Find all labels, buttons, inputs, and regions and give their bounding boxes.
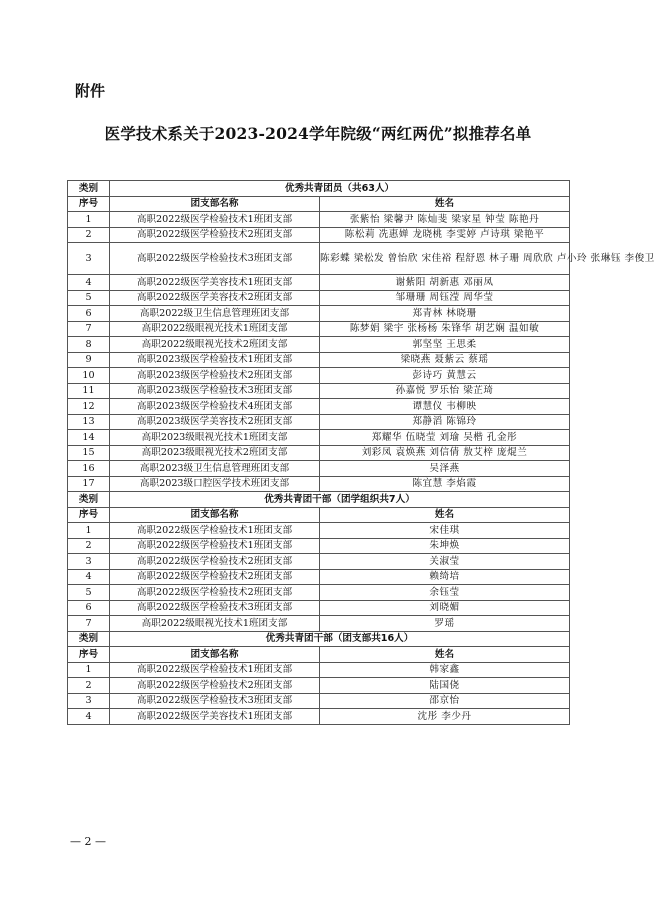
row-branch: 高职2023级医学检验技术2班团支部 (110, 368, 320, 384)
row-names: 余钰莹 (320, 585, 570, 601)
attachment-label: 附件 (75, 82, 106, 100)
table-row (68, 476, 570, 492)
row-branch: 高职2023级医学美容技术2班团支部 (110, 414, 320, 430)
row-names: 刘彩凤 袁焕燕 刘信倩 敖艾梓 庞焜兰 (320, 445, 570, 461)
row-seq: 12 (68, 399, 110, 415)
table-row (68, 678, 570, 694)
category-row (68, 492, 570, 508)
table-row (68, 212, 570, 228)
row-seq: 5 (68, 290, 110, 306)
table-row (68, 227, 570, 243)
table-row (68, 430, 570, 446)
category-label: 类别 (68, 181, 110, 197)
row-seq: 3 (68, 693, 110, 709)
row-branch: 高职2022级卫生信息管理班团支部 (110, 306, 320, 322)
table-row (68, 243, 570, 275)
row-branch: 高职2022级医学美容技术1班团支部 (110, 709, 320, 725)
table-row (68, 600, 570, 616)
table-row (68, 693, 570, 709)
table-row (68, 569, 570, 585)
row-seq: 1 (68, 523, 110, 539)
table-row (68, 523, 570, 539)
table-row (68, 399, 570, 415)
row-seq: 16 (68, 461, 110, 477)
row-names: 刘晓媚 (320, 600, 570, 616)
row-seq: 2 (68, 538, 110, 554)
row-names: 郑耀华 伍晓莹 刘瑜 吴楷 孔金彤 (320, 430, 570, 446)
page-number: — 2 — (70, 835, 106, 848)
row-seq: 8 (68, 337, 110, 353)
row-names: 郭坚坚 王思柔 (320, 337, 570, 353)
row-branch: 高职2023级眼视光技术1班团支部 (110, 430, 320, 446)
table-row (68, 616, 570, 632)
row-names: 罗瑶 (320, 616, 570, 632)
column-header-seq: 序号 (68, 647, 110, 663)
table-row (68, 275, 570, 291)
category-name: 优秀共青团干部（团学组织共7人） (110, 492, 570, 508)
row-seq: 4 (68, 709, 110, 725)
table-row (68, 290, 570, 306)
row-branch: 高职2022级医学检验技术2班团支部 (110, 554, 320, 570)
row-seq: 6 (68, 600, 110, 616)
document-title: 医学技术系关于2023-2024学年院级“两红两优”拟推荐名单 (104, 124, 532, 143)
row-names: 沈彤 李少丹 (320, 709, 570, 725)
table-row (68, 414, 570, 430)
row-branch: 高职2022级医学检验技术3班团支部 (110, 693, 320, 709)
category-label: 类别 (68, 492, 110, 508)
column-header-branch: 团支部名称 (110, 647, 320, 663)
table-row (68, 306, 570, 322)
table-row (68, 445, 570, 461)
table-row (68, 383, 570, 399)
column-header-seq: 序号 (68, 507, 110, 523)
column-header-branch: 团支部名称 (110, 196, 320, 212)
row-seq: 9 (68, 352, 110, 368)
row-names: 邵京怡 (320, 693, 570, 709)
row-names: 梁晓燕 聂紫云 蔡瑶 (320, 352, 570, 368)
table-row (68, 461, 570, 477)
table-row (68, 709, 570, 725)
row-branch: 高职2022级眼视光技术1班团支部 (110, 616, 320, 632)
row-branch: 高职2022级医学检验技术1班团支部 (110, 538, 320, 554)
row-seq: 1 (68, 662, 110, 678)
row-seq: 14 (68, 430, 110, 446)
column-header-names: 姓名 (320, 647, 570, 663)
row-seq: 3 (68, 243, 110, 275)
table-row (68, 368, 570, 384)
row-branch: 高职2022级医学检验技术1班团支部 (110, 662, 320, 678)
row-branch: 高职2022级眼视光技术2班团支部 (110, 337, 320, 353)
category-row (68, 181, 570, 197)
nomination-table (67, 180, 655, 725)
row-branch: 高职2023级眼视光技术2班团支部 (110, 445, 320, 461)
row-branch: 高职2022级医学检验技术3班团支部 (110, 243, 320, 275)
row-names: 陈松莉 冼惠婵 龙晓桃 李雯婷 卢诗琪 梁艳平 (320, 227, 570, 243)
row-seq: 4 (68, 569, 110, 585)
row-seq: 5 (68, 585, 110, 601)
column-header-row (68, 647, 570, 663)
row-names: 韩家鑫 (320, 662, 570, 678)
row-names: 谢紫阳 胡新惠 邓丽凤 (320, 275, 570, 291)
table-row (68, 321, 570, 337)
table-row (68, 585, 570, 601)
row-seq: 7 (68, 321, 110, 337)
row-branch: 高职2022级医学美容技术1班团支部 (110, 275, 320, 291)
row-branch: 高职2022级医学检验技术1班团支部 (110, 212, 320, 228)
row-names: 谭慧仪 韦柳映 (320, 399, 570, 415)
row-branch: 高职2022级医学检验技术2班团支部 (110, 585, 320, 601)
column-header-branch: 团支部名称 (110, 507, 320, 523)
table-row (68, 337, 570, 353)
row-names: 陈宜慧 李焰霞 (320, 476, 570, 492)
row-seq: 13 (68, 414, 110, 430)
column-header-names: 姓名 (320, 196, 570, 212)
row-seq: 2 (68, 678, 110, 694)
row-branch: 高职2022级医学美容技术2班团支部 (110, 290, 320, 306)
row-seq: 11 (68, 383, 110, 399)
row-seq: 15 (68, 445, 110, 461)
row-seq: 17 (68, 476, 110, 492)
row-seq: 6 (68, 306, 110, 322)
row-branch: 高职2022级医学检验技术2班团支部 (110, 678, 320, 694)
row-seq: 7 (68, 616, 110, 632)
category-name: 优秀共青团员（共63人） (110, 181, 570, 197)
row-names: 陈梦娟 梁宇 张杨杨 朱锋华 胡艺娴 温如敏 (320, 321, 570, 337)
row-names: 关淑莹 (320, 554, 570, 570)
row-seq: 4 (68, 275, 110, 291)
row-branch: 高职2022级医学检验技术3班团支部 (110, 600, 320, 616)
row-names: 陈彩蝶 梁松发 曾怡欣 宋佳裕 程舒恩 林子珊 周欣欣 卢小玲 张琳钰 李俊卫 (320, 243, 570, 275)
table-row (68, 538, 570, 554)
row-branch: 高职2022级医学检验技术2班团支部 (110, 569, 320, 585)
row-branch: 高职2023级口腔医学技术班团支部 (110, 476, 320, 492)
row-names: 朱坤焕 (320, 538, 570, 554)
row-seq: 1 (68, 212, 110, 228)
column-header-seq: 序号 (68, 196, 110, 212)
category-label: 类别 (68, 631, 110, 647)
row-names: 彭诗巧 黄慧云 (320, 368, 570, 384)
row-names: 宋佳琪 (320, 523, 570, 539)
row-names: 孙嘉悦 罗乐怡 梁芷琦 (320, 383, 570, 399)
table-row (68, 554, 570, 570)
row-branch: 高职2022级眼视光技术1班团支部 (110, 321, 320, 337)
row-seq: 10 (68, 368, 110, 384)
table-row (68, 662, 570, 678)
row-names: 郑青林 林晓珊 (320, 306, 570, 322)
row-names: 赖绮培 (320, 569, 570, 585)
row-branch: 高职2023级医学检验技术1班团支部 (110, 352, 320, 368)
category-row (68, 631, 570, 647)
row-seq: 2 (68, 227, 110, 243)
row-seq: 3 (68, 554, 110, 570)
table-row (68, 352, 570, 368)
row-branch: 高职2023级医学检验技术4班团支部 (110, 399, 320, 415)
row-branch: 高职2022级医学检验技术1班团支部 (110, 523, 320, 539)
row-branch: 高职2023级医学检验技术3班团支部 (110, 383, 320, 399)
row-names: 吴泽燕 (320, 461, 570, 477)
row-names: 郑静滔 陈锦玲 (320, 414, 570, 430)
row-names: 陆国侥 (320, 678, 570, 694)
column-header-names: 姓名 (320, 507, 570, 523)
column-header-row (68, 507, 570, 523)
row-branch: 高职2022级医学检验技术2班团支部 (110, 227, 320, 243)
column-header-row (68, 196, 570, 212)
category-name: 优秀共青团干部（团支部共16人） (110, 631, 570, 647)
row-branch: 高职2023级卫生信息管理班团支部 (110, 461, 320, 477)
row-names: 张紫怡 梁馨尹 陈灿斐 梁家星 钟莹 陈艳丹 (320, 212, 570, 228)
row-names: 邹珊珊 周钰滢 周华莹 (320, 290, 570, 306)
